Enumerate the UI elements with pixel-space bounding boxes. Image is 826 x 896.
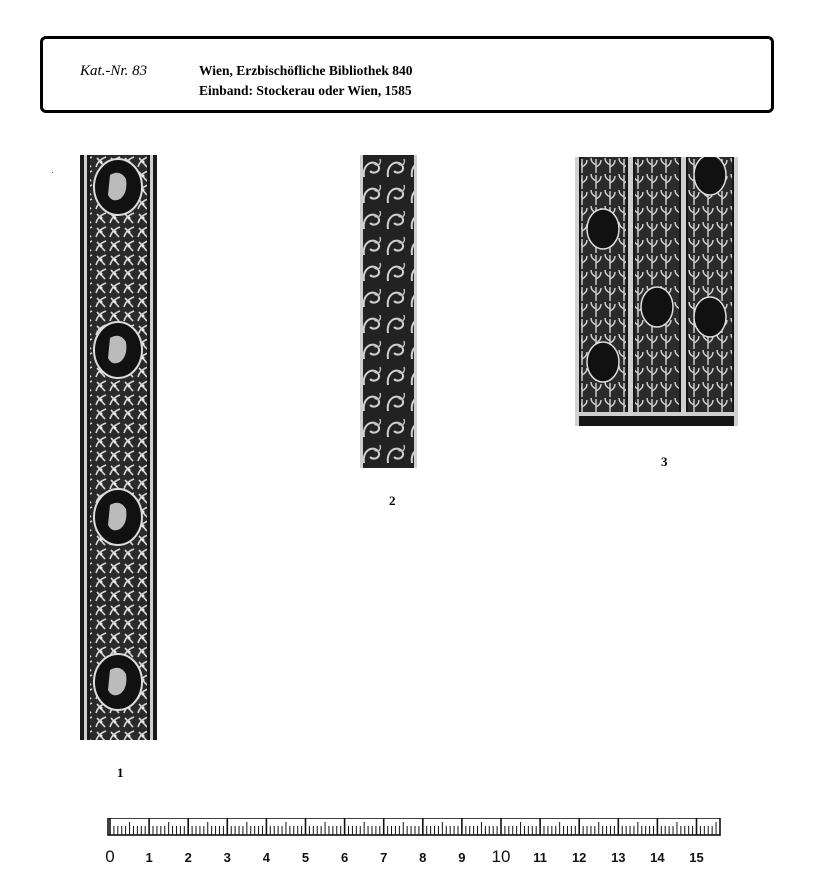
ruler-label-7: 7 xyxy=(380,850,388,865)
ruler-label-6: 6 xyxy=(340,850,349,865)
ruler-label-11: 11 xyxy=(533,850,547,865)
library-location: Wien, Erzbischöfliche Bibliothek 840 xyxy=(199,63,413,78)
plate-2-image xyxy=(360,155,417,468)
binding-info: Einband: Stockerau oder Wien, 1585 xyxy=(199,83,412,98)
catalog-header-box xyxy=(40,36,774,113)
ruler-label-0: 0 xyxy=(105,847,115,866)
ruler-label-14: 14 xyxy=(650,850,665,865)
ruler-label-4: 4 xyxy=(262,850,271,865)
ruler-label-9: 9 xyxy=(458,850,466,865)
figure-label-1: 1 xyxy=(117,765,124,780)
ruler-label-15: 15 xyxy=(689,850,704,865)
ruler-label-3: 3 xyxy=(223,850,231,865)
figure-label-2: 2 xyxy=(389,493,396,508)
plate-1-image xyxy=(80,155,157,740)
ruler-label-1: 1 xyxy=(145,850,153,865)
speck xyxy=(52,172,53,173)
plate-3-image xyxy=(575,157,738,426)
ruler-label-12: 12 xyxy=(571,850,587,865)
ruler-label-2: 2 xyxy=(184,850,192,865)
measurement-ruler xyxy=(105,818,723,870)
ruler-label-10: 10 xyxy=(491,847,511,866)
figure-label-3: 3 xyxy=(661,454,668,469)
ruler-label-5: 5 xyxy=(301,850,310,865)
ruler-label-8: 8 xyxy=(419,850,427,865)
ruler-label-13: 13 xyxy=(611,850,626,865)
catalog-number: Kat.-Nr. 83 xyxy=(80,63,148,79)
